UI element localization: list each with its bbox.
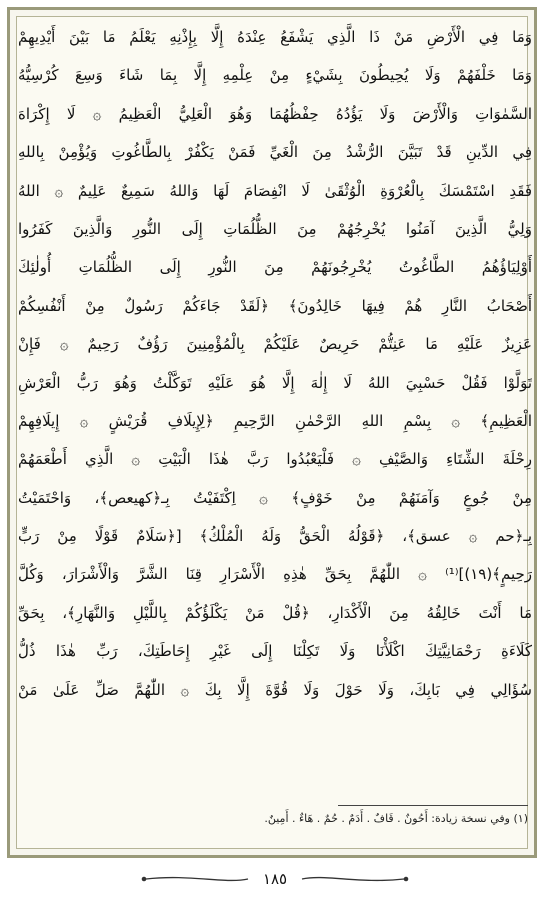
text-line: وَمَا فِي الْأَرْضِ مَنْ ذَا الَّذِي يَشْفَعُ عِنْدَهُ إِلَّا بِإِذْنِهِ يَعْلَمُ مَا بَيْنَ أَيْدِيهِمْ <box>18 28 532 46</box>
text-line: عَزِيزٌ عَلَيْهِ مَا عَنِتُّمْ حَرِيصٌ عَلَيْكُمْ بِالْمُؤْمِنِينَ رَؤُفٌ رَحِيمٌ ۞ فَإِنْ <box>18 335 532 354</box>
text-line: وَمَا خَلْفَهُمْ وَلَا يُحِيطُونَ بِشَيْءٍ مِنْ عِلْمِهِ إِلَّا بِمَا شَاءَ وَسِعَ كُرْسِيُّهُ <box>18 66 532 85</box>
text-line: أَوْلِيَاؤُهُمُ الطَّاغُوتُ يُخْرِجُونَهُمْ مِنَ النُّورِ إِلَى الظُّلُمَاتِ أُولٰئِكَ <box>18 258 532 277</box>
text-line: أَصْحَابُ النَّارِ هُمْ فِيهَا خَالِدُونَ﴾ ﴿لَقَدْ جَاءَكُمْ رَسُولٌ مِنْ أَنْفُسِكُمْ <box>18 296 532 315</box>
text-line: رِحْلَةَ الشِّتَاءِ وَالصَّيْفِ ۞ فَلْيَعْبُدُوا رَبَّ هٰذَا الْبَيْتِ ۞ الَّذِي أَطْعَمَهُمْ <box>18 450 532 469</box>
text-body <box>18 18 532 709</box>
ornament-right-icon <box>300 873 410 885</box>
text-line: وَلِيُّ الَّذِينَ آمَنُوا يُخْرِجُهُمْ مِنَ الظُّلُمَاتِ إِلَى النُّورِ وَالَّذِينَ كَفَرُوا <box>18 219 532 238</box>
text-line: تَوَلَّوْا فَقُلْ حَسْبِيَ اللهُ لَا إِلٰهَ إِلَّا هُوَ عَلَيْهِ تَوَكَّلْتُ وَهُوَ رَبُّ الْعَرْشِ <box>18 373 532 392</box>
text-line: سُؤَالِي فِي بَابِكَ، وَلَا حَوْلَ وَلَا قُوَّةَ إِلَّا بِكَ ۞ اللّٰهُمَّ صَلِّ عَلَىٰ مَنْ <box>18 680 532 699</box>
ornament-left-icon <box>140 873 250 885</box>
text-line: مَا أَنْتَ خَالِقُهُ مِنَ الْأَكْدَارِ، ﴿قُلْ مَنْ يَكْلَؤُكُمْ بِاللَّيْلِ وَالنَّهَارِ﴾، بِحَقِّ <box>18 603 532 622</box>
text-line: مِنْ جُوعٍ وَآمَنَهُمْ مِنْ خَوْفٍ﴾ ۞ اِكْتَفَيْتُ بِـ﴿كهيعص﴾، وَاحْتَمَيْتُ <box>18 488 532 507</box>
footnote: (١) وفي نسخة زيادة: أَحُونٌ . قَافٌ . أَدَمٌ . حُمٌ . هَاءٌ . أَمِينٌ. <box>264 812 528 825</box>
text-line: بِـ﴿حم ۞ عسق﴾، ﴿قَوْلُهُ الْحَقُّ وَلَهُ الْمُلْكُ﴾ [﴿سَلَامٌ قَوْلًا مِنْ رَبٍّ <box>18 527 532 546</box>
text-line: رَحِيمٍ﴾(١٩)]⁽¹⁾ ۞ اللّٰهُمَّ بِحَقِّ هٰذِهِ الْأَسْرَارِ قِنَا الشَّرَّ وَالْأَشْرَارَ، وَكُلَّ <box>18 565 532 584</box>
text-line: الْعَظِيمِ﴾ ۞ بِسْمِ اللهِ الرَّحْمٰنِ الرَّحِيمِ ﴿لِإِيلَافِ قُرَيْشٍ ۞ إِيلَافِهِمْ <box>18 411 532 430</box>
page-number: ١٨٥ <box>262 869 288 888</box>
text-line: السَّمٰوَاتِ وَالْأَرْضَ وَلَا يَؤُدُهُ حِفْظُهُمَا وَهُوَ الْعَلِيُّ الْعَظِيمُ ۞ لَا إِكْرَاهَ <box>18 104 532 123</box>
text-line: فَقَدِ اسْتَمْسَكَ بِالْعُرْوَةِ الْوُثْقَىٰ لَا انْفِصَامَ لَهَا وَاللهُ سَمِيعٌ عَلِيمٌ ۞ اللهُ <box>18 181 532 200</box>
text-line: كَلَاءَةِ رَحْمَانِيَّتِكَ اكْلَأْنَا وَلَا تَكِلْنَا إِلَى غَيْرِ إِحَاطَتِكَ، رَبِّ هٰذَا ذُلُّ <box>18 642 532 661</box>
page-number-area <box>0 868 550 888</box>
text-line: فِي الدِّينِ قَدْ تَبَيَّنَ الرُّشْدُ مِنَ الْغَيِّ فَمَنْ يَكْفُرْ بِالطَّاغُوتِ وَيُؤْمِنْ بِاللهِ <box>18 143 532 162</box>
footnote-divider <box>338 805 528 806</box>
